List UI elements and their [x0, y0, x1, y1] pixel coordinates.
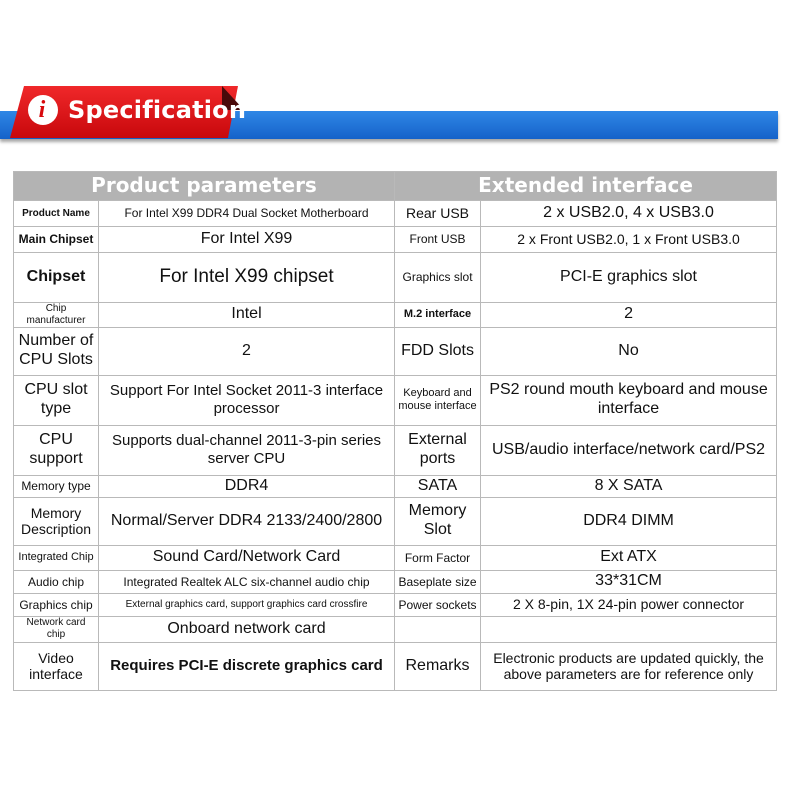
row-value: Electronic products are updated quickly, the above parameters are for reference only: [481, 642, 777, 690]
table-row: [14, 227, 777, 253]
row-label: [395, 616, 481, 642]
row-value: 2: [481, 303, 777, 328]
row-label: CPU support: [14, 425, 99, 475]
header-product-parameters: Product parameters: [14, 172, 395, 201]
row-label: Product Name: [14, 201, 99, 227]
table-row: [14, 425, 777, 475]
row-value: 8 X SATA: [481, 475, 777, 497]
row-value: 2 x Front USB2.0, 1 x Front USB3.0: [481, 227, 777, 253]
banner-title: Specification: [68, 96, 247, 124]
row-label: Power sockets: [395, 593, 481, 616]
table-row: [14, 593, 777, 616]
row-label: Remarks: [395, 642, 481, 690]
row-label: Network card chip: [14, 616, 99, 642]
row-value: 33*31CM: [481, 570, 777, 593]
row-value: Integrated Realtek ALC six-channel audio chip: [99, 570, 395, 593]
row-value: 2 X 8-pin, 1X 24-pin power connector: [481, 593, 777, 616]
row-label: Main Chipset: [14, 227, 99, 253]
specification-table: [13, 171, 777, 691]
row-value: Normal/Server DDR4 2133/2400/2800: [99, 497, 395, 545]
table-row: [14, 327, 777, 375]
table-row: [14, 303, 777, 328]
row-value: USB/audio interface/network card/PS2: [481, 425, 777, 475]
row-label: SATA: [395, 475, 481, 497]
table-row: [14, 253, 777, 303]
info-icon: i: [28, 95, 58, 125]
row-label: Number of CPU Slots: [14, 327, 99, 375]
row-label: Chip manufacturer: [14, 303, 99, 328]
row-label: Rear USB: [395, 201, 481, 227]
row-value: Requires PCI-E discrete graphics card: [99, 642, 395, 690]
row-value: PS2 round mouth keyboard and mouse interface: [481, 375, 777, 425]
row-value: [481, 616, 777, 642]
row-value: No: [481, 327, 777, 375]
row-label: External ports: [395, 425, 481, 475]
row-value: DDR4 DIMM: [481, 497, 777, 545]
row-label: FDD Slots: [395, 327, 481, 375]
row-label: Integrated Chip: [14, 545, 99, 570]
row-value: Onboard network card: [99, 616, 395, 642]
row-value: External graphics card, support graphics card crossfire: [99, 593, 395, 616]
header-extended-interface: Extended interface: [395, 172, 777, 201]
row-label: Baseplate size: [395, 570, 481, 593]
row-value: Intel: [99, 303, 395, 328]
row-value: For Intel X99 DDR4 Dual Socket Motherboard: [99, 201, 395, 227]
table-row: [14, 497, 777, 545]
row-value: 2 x USB2.0, 4 x USB3.0: [481, 201, 777, 227]
row-label: Video interface: [14, 642, 99, 690]
row-label: Chipset: [14, 253, 99, 303]
row-label: Keyboard and mouse interface: [395, 375, 481, 425]
row-value: 2: [99, 327, 395, 375]
row-value: Ext ATX: [481, 545, 777, 570]
row-label: Form Factor: [395, 545, 481, 570]
row-label: Graphics slot: [395, 253, 481, 303]
table-row: [14, 616, 777, 642]
row-value: For Intel X99 chipset: [99, 253, 395, 303]
table-row: [14, 570, 777, 593]
table-row: [14, 475, 777, 497]
row-value: For Intel X99: [99, 227, 395, 253]
specification-banner: [0, 0, 800, 170]
row-label: M.2 interface: [395, 303, 481, 328]
table-row: [14, 375, 777, 425]
row-value: Supports dual-channel 2011-3-pin series server CPU: [99, 425, 395, 475]
row-label: CPU slot type: [14, 375, 99, 425]
row-label: Front USB: [395, 227, 481, 253]
row-value: Support For Intel Socket 2011-3 interface processor: [99, 375, 395, 425]
row-label: Memory type: [14, 475, 99, 497]
row-label: Graphics chip: [14, 593, 99, 616]
table-row: [14, 642, 777, 690]
table-row: [14, 201, 777, 227]
row-value: PCI-E graphics slot: [481, 253, 777, 303]
row-value: Sound Card/Network Card: [99, 545, 395, 570]
table-row: [14, 545, 777, 570]
row-label: Memory Slot: [395, 497, 481, 545]
row-value: DDR4: [99, 475, 395, 497]
row-label: Memory Description: [14, 497, 99, 545]
row-label: Audio chip: [14, 570, 99, 593]
table-header-row: [14, 172, 777, 201]
